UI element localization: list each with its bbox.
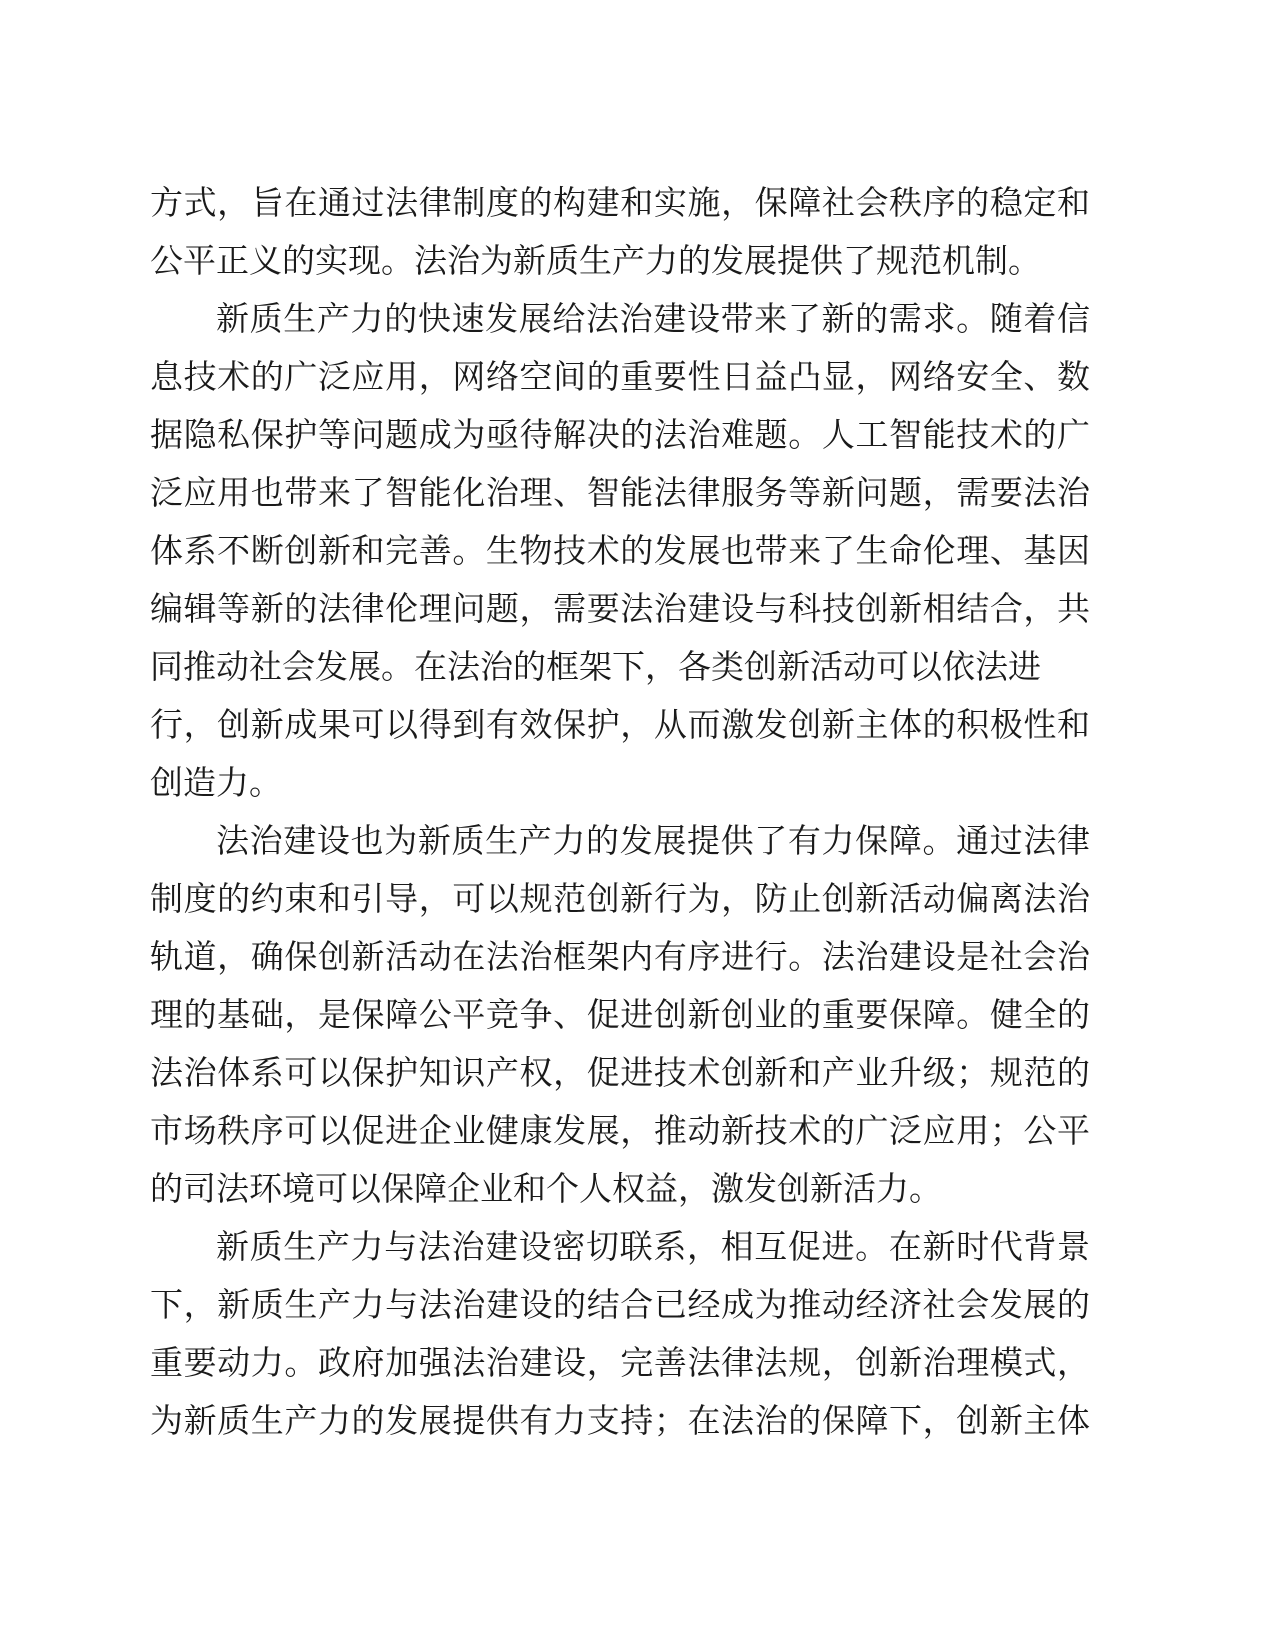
body-text-line: 公平正义的实现。法治为新质生产力的发展提供了规范机制。 [150,241,1041,280]
body-text-line: 泛应用也带来了智能化治理、智能法律服务等新问题，需要法治 [150,473,1090,512]
body-text-line: 体系不断创新和完善。生物技术的发展也带来了生命伦理、基因 [150,531,1090,570]
body-text-line: 为新质生产力的发展提供有力支持；在法治的保障下，创新主体 [150,1401,1090,1440]
body-text-line: 编辑等新的法律伦理问题，需要法治建设与科技创新相结合，共 [150,589,1090,628]
body-text-line: 理的基础，是保障公平竞争、促进创新创业的重要保障。健全的 [150,995,1090,1034]
body-text-line: 重要动力。政府加强法治建设，完善法律法规，创新治理模式， [150,1343,1090,1382]
body-text-line: 据隐私保护等问题成为亟待解决的法治难题。人工智能技术的广 [150,415,1090,454]
body-text-line: 法治建设也为新质生产力的发展提供了有力保障。通过法律 [216,821,1090,860]
body-text-line: 行，创新成果可以得到有效保护，从而激发创新主体的积极性和 [150,705,1090,744]
document-page [150,174,1090,1450]
body-text-line: 同推动社会发展。在法治的框架下，各类创新活动可以依法进 [150,647,1041,686]
body-text-line: 的司法环境可以保障企业和个人权益，激发创新活力。 [150,1169,942,1208]
body-text-line: 新质生产力的快速发展给法治建设带来了新的需求。随着信 [216,299,1090,338]
body-text-line: 轨道，确保创新活动在法治框架内有序进行。法治建设是社会治 [150,937,1090,976]
body-text-line: 市场秩序可以促进企业健康发展，推动新技术的广泛应用；公平 [150,1111,1090,1150]
body-text-line: 创造力。 [150,763,282,802]
body-text-line: 下，新质生产力与法治建设的结合已经成为推动经济社会发展的 [150,1285,1090,1324]
body-text-line: 新质生产力与法治建设密切联系，相互促进。在新时代背景 [216,1227,1090,1266]
body-text-line: 方式，旨在通过法律制度的构建和实施，保障社会秩序的稳定和 [150,183,1090,222]
body-text-line: 制度的约束和引导，可以规范创新行为，防止创新活动偏离法治 [150,879,1090,918]
body-text-line: 法治体系可以保护知识产权，促进技术创新和产业升级；规范的 [150,1053,1090,1092]
body-text-line: 息技术的广泛应用，网络空间的重要性日益凸显，网络安全、数 [150,357,1090,396]
